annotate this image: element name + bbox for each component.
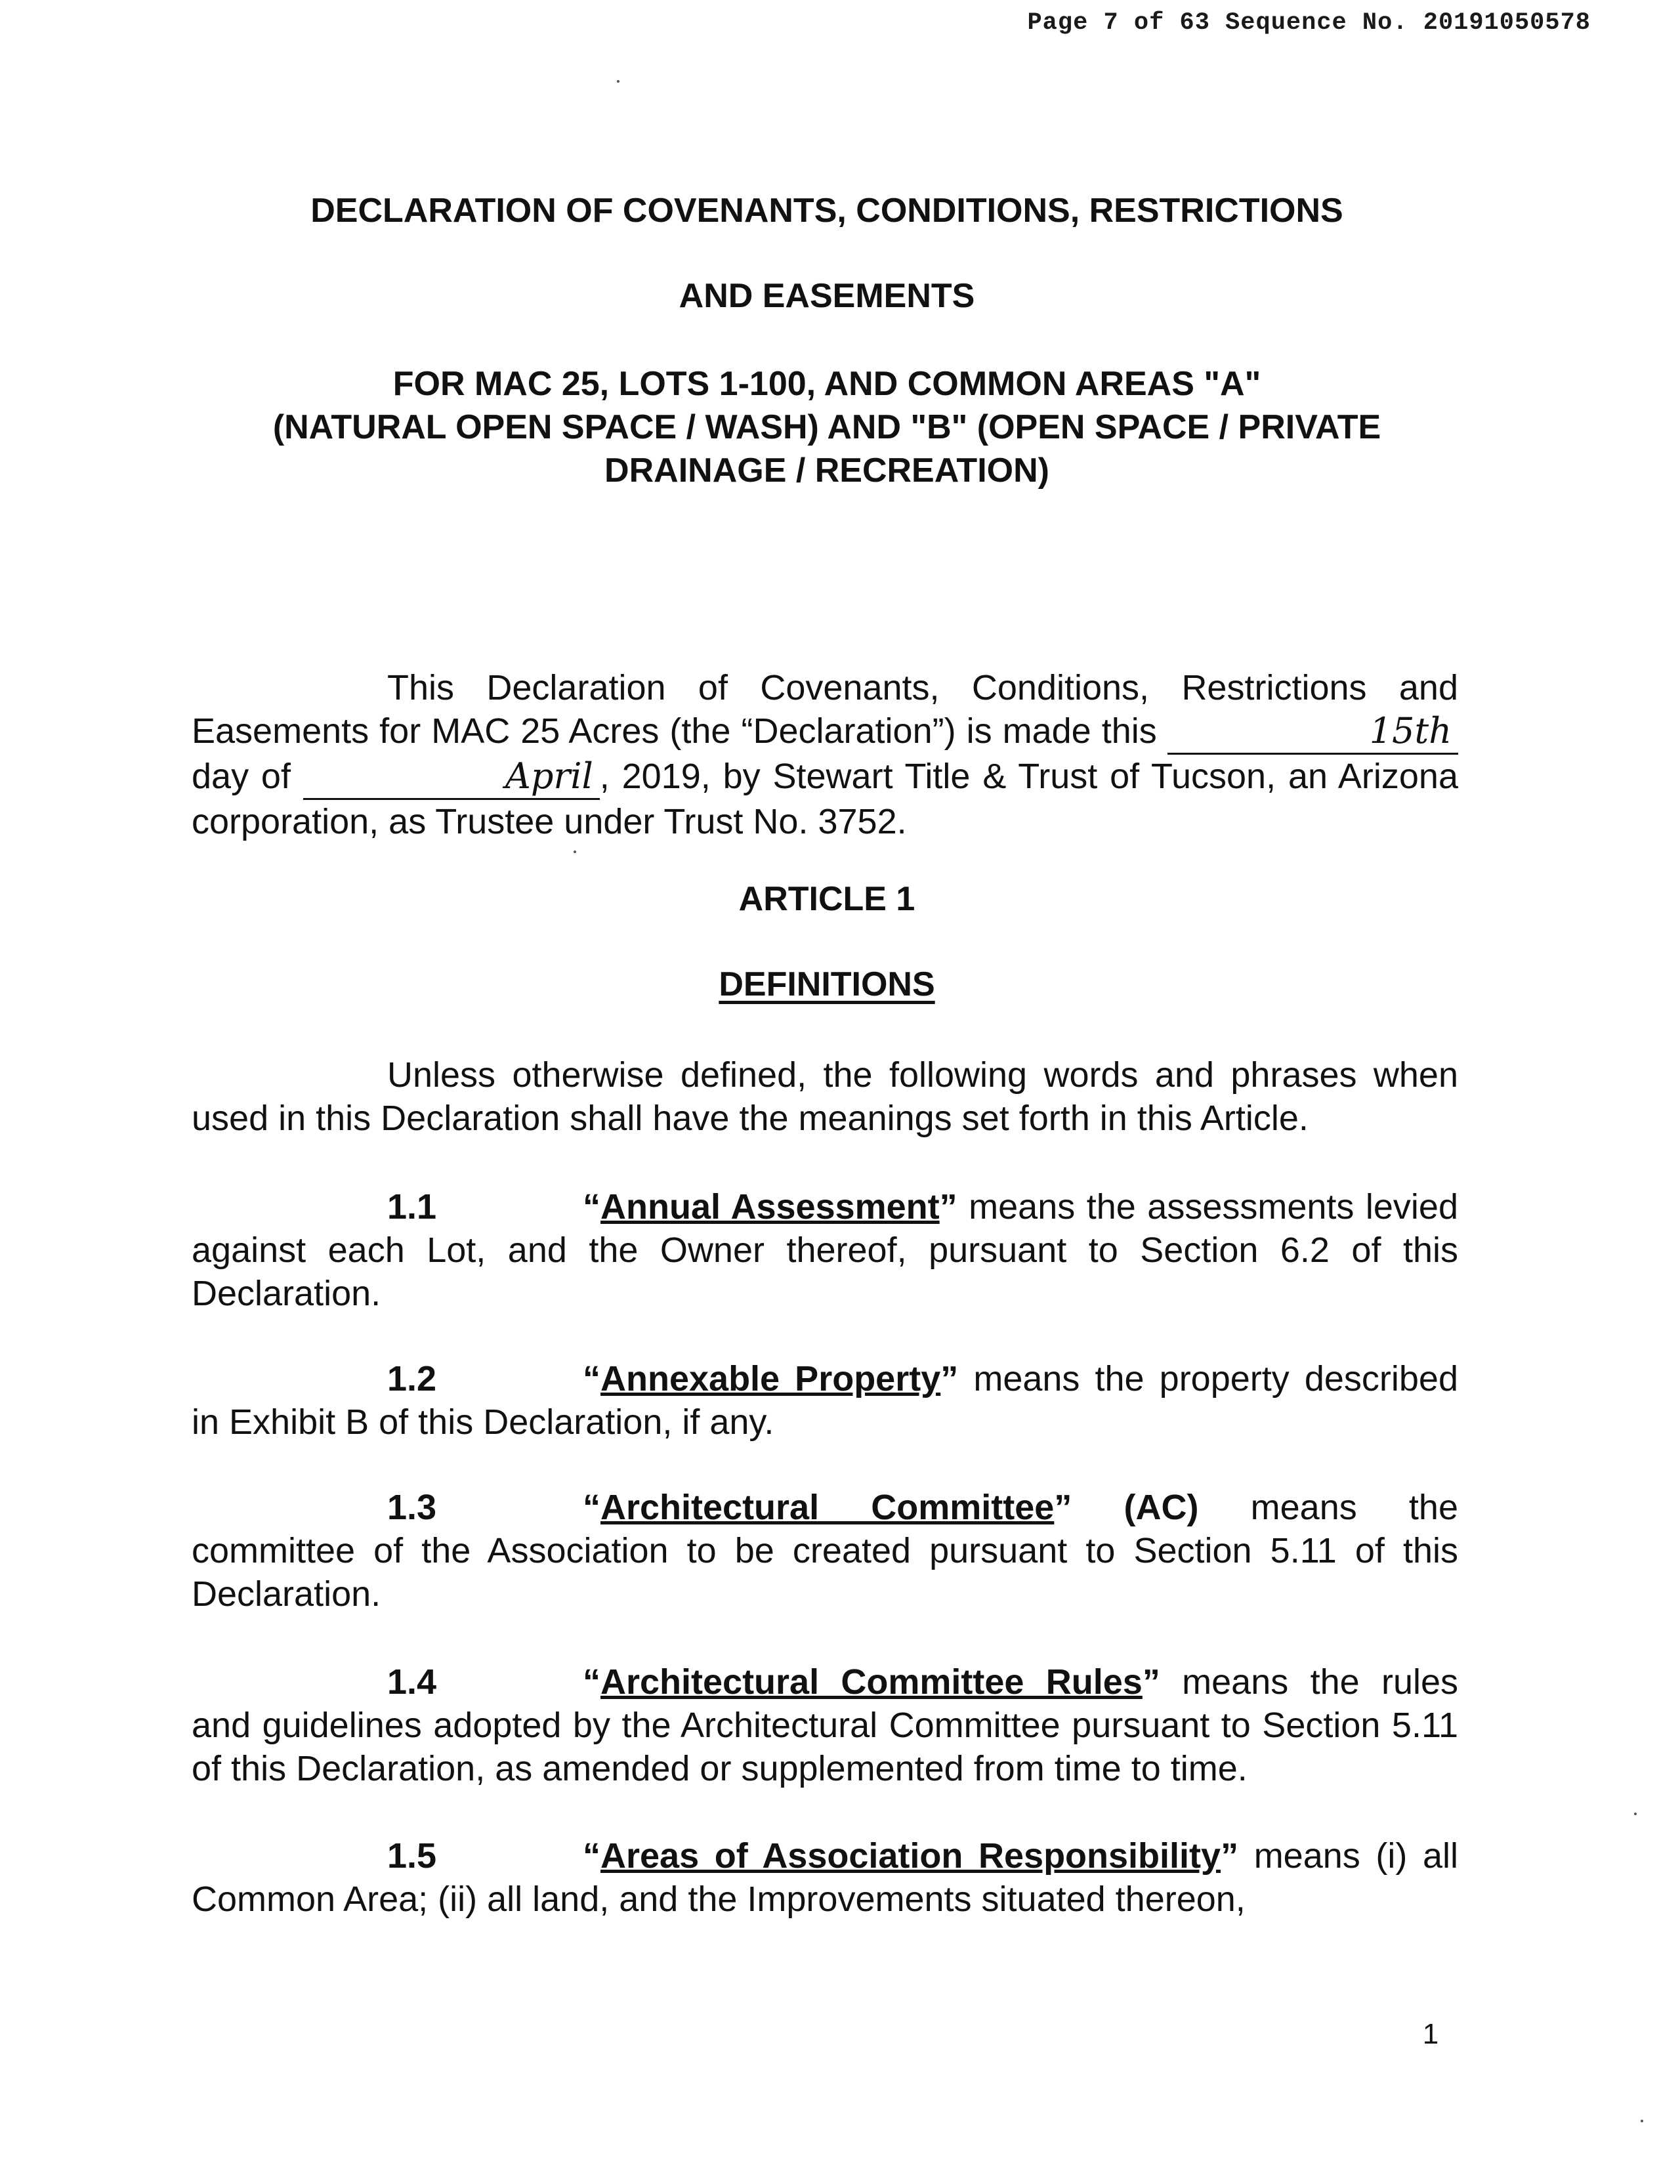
- article-heading: ARTICLE 1: [738, 880, 915, 918]
- article-intro-paragraph: Unless otherwise defined, the following words and phrases when used in this Declaration shall have the meanings set forth in this Article.: [192, 1055, 1458, 1138]
- definition-1-5: 1.5 “Areas of Association Responsibility” means (i) all Common Area; (ii) all land, and the Improvements situated thereon,: [192, 1836, 1459, 1919]
- definition-term: Areas of Association Responsibility: [600, 1836, 1221, 1876]
- document-title: [190, 189, 1463, 232]
- recording-stamp: Page 7 of 63 Sequence No. 20191050578: [1027, 9, 1591, 37]
- definition-term: Annual Assessment: [600, 1187, 940, 1227]
- article-subheading: DEFINITIONS: [719, 965, 935, 1003]
- definition-number: 1.2: [387, 1359, 437, 1398]
- intro-text-3: , 2019, by Stewart Title & Trust of Tucson, an Arizona corporation, as Trustee under Trust No. 3752.: [192, 757, 1458, 841]
- definition-term: Architectural Committee: [600, 1488, 1055, 1527]
- definition-term: Annexable Property: [600, 1359, 941, 1398]
- document-title-line-2: AND EASEMENTS: [679, 277, 975, 315]
- scan-speck: [574, 850, 576, 853]
- subtitle-line-b: (NATURAL OPEN SPACE / WASH) AND "B" (OPEN SPACE / PRIVATE: [272, 408, 1381, 446]
- definition-number: 1.5: [387, 1836, 437, 1876]
- definition-text: means (i) all Common Area; (ii) all land, and the Improvements situated thereon,: [192, 1836, 1459, 1919]
- definition-number: 1.4: [387, 1662, 437, 1702]
- definition-1-3: 1.3 “Architectural Committee” (AC) means the committee of the Association to be created pursuant to Section 5.11 of this Declaration.: [192, 1488, 1458, 1614]
- definition-number: 1.3: [387, 1488, 437, 1527]
- definition-1-4: 1.4 “Architectural Committee Rules” means the rules and guidelines adopted by the Architectural Committee pursuant to Section 5.11 of this Declaration, as amended or supplemented from time to time.: [192, 1662, 1458, 1788]
- definition-text: means the committee of the Association to be created pursuant to Section 5.11 of this Declaration.: [192, 1488, 1458, 1614]
- intro-text-2: day of: [192, 757, 303, 796]
- definition-text: means the rules and guidelines adopted by the Architectural Committee pursuant to Section 5.11 of this Declaration, as amended or supplemented from time to time.: [192, 1662, 1458, 1788]
- handwritten-month: April: [303, 755, 600, 800]
- title-line-1: DECLARATION OF COVENANTS, CONDITIONS, RESTRICTIONS: [310, 192, 1343, 230]
- page-number: 1: [1422, 2018, 1439, 2050]
- definition-1-2: 1.2 “Annexable Property” means the property described in Exhibit B of this Declaration, if any.: [192, 1359, 1458, 1442]
- intro-text-1: This Declaration of Covenants, Conditions, Restrictions and Easements for MAC 25 Acres (the “Declaration”) is made this: [192, 668, 1458, 751]
- scan-speck: [1634, 1813, 1637, 1815]
- definition-1-1: 1.1 “Annual Assessment” means the assessments levied against each Lot, and the Owner thereof, pursuant to Section 6.2 of this Declaration.: [192, 1187, 1458, 1313]
- subtitle-line-c: DRAINAGE / RECREATION): [604, 452, 1049, 490]
- document-subtitle: [190, 362, 1463, 492]
- definition-text: means the property described in Exhibit B of this Declaration, if any.: [192, 1359, 1458, 1442]
- subtitle-line-a: FOR MAC 25, LOTS 1-100, AND COMMON AREAS "A": [392, 365, 1261, 403]
- scan-speck: [617, 80, 620, 83]
- scan-speck: [1641, 2120, 1643, 2122]
- definition-term: Architectural Committee Rules: [600, 1662, 1143, 1702]
- definition-number: 1.1: [387, 1187, 437, 1227]
- definition-text: means the assessments levied against each Lot, and the Owner thereof, pursuant to Section 6.2 of this Declaration.: [192, 1187, 1458, 1313]
- handwritten-day: 15th: [1167, 709, 1458, 755]
- definition-abbreviation: (AC): [1072, 1488, 1199, 1527]
- intro-paragraph: [192, 666, 1458, 843]
